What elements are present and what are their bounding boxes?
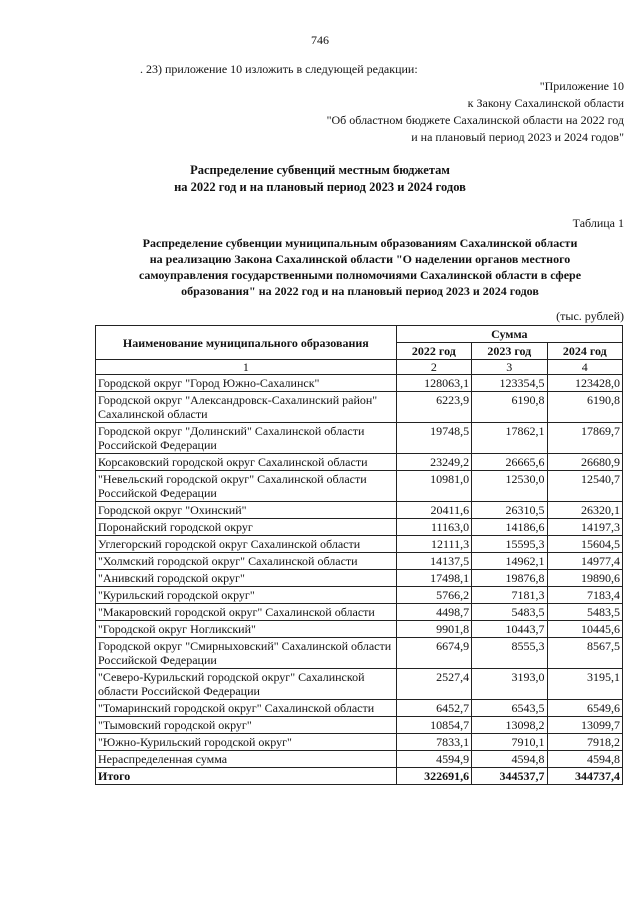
municipality-name: Поронайский городской округ xyxy=(96,519,397,536)
amount-2022: 14137,5 xyxy=(396,553,471,570)
total-row xyxy=(96,768,623,785)
municipality-name: "Анивский городской округ" xyxy=(96,570,397,587)
table-row xyxy=(96,570,623,587)
table-row xyxy=(96,587,623,604)
amount-2024: 10445,6 xyxy=(547,621,622,638)
total-2022: 322691,6 xyxy=(396,768,471,785)
units-label: (тыс. рублей) xyxy=(556,309,624,323)
total-2024: 344737,4 xyxy=(547,768,622,785)
amount-2024: 6190,8 xyxy=(547,392,622,423)
amount-2023: 26665,6 xyxy=(472,454,547,471)
table-row xyxy=(96,638,623,669)
amount-2024: 13099,7 xyxy=(547,717,622,734)
table-row xyxy=(96,519,623,536)
municipality-name: Городской округ "Долинский" Сахалинской области Российской Федерации xyxy=(96,423,397,454)
amount-2023: 10443,7 xyxy=(472,621,547,638)
amendment-line: . 23) приложение 10 изложить в следующей редакции: xyxy=(140,62,418,76)
page-number: 746 xyxy=(311,33,329,47)
amount-2023: 19876,8 xyxy=(472,570,547,587)
amount-2024: 8567,5 xyxy=(547,638,622,669)
municipality-name: "Тымовский городской округ" xyxy=(96,717,397,734)
table-row xyxy=(96,751,623,768)
amount-2023: 5483,5 xyxy=(472,604,547,621)
table-row xyxy=(96,621,623,638)
amount-2022: 7833,1 xyxy=(396,734,471,751)
amount-2023: 14186,6 xyxy=(472,519,547,536)
amount-2022: 6674,9 xyxy=(396,638,471,669)
table-row xyxy=(96,669,623,700)
amount-2024: 14977,4 xyxy=(547,553,622,570)
amount-2024: 15604,5 xyxy=(547,536,622,553)
municipality-name: Корсаковский городской округ Сахалинской области xyxy=(96,454,397,471)
municipality-name: Городской округ "Охинский" xyxy=(96,502,397,519)
amount-2024: 123428,0 xyxy=(547,375,622,392)
amount-2024: 5483,5 xyxy=(547,604,622,621)
document-title xyxy=(0,162,640,196)
table-label: Таблица 1 xyxy=(572,216,624,230)
municipality-name: Городской округ "Смирныховский" Сахалинской области Российской Федерации xyxy=(96,638,397,669)
municipality-name: Нераспределенная сумма xyxy=(96,751,397,768)
amount-2022: 9901,8 xyxy=(396,621,471,638)
appendix-line: "Приложение 10 xyxy=(539,79,624,93)
amount-2022: 12111,3 xyxy=(396,536,471,553)
table-row xyxy=(96,375,623,392)
amount-2022: 10854,7 xyxy=(396,717,471,734)
year-header: 2024 год xyxy=(547,343,622,360)
table-row xyxy=(96,604,623,621)
amount-2022: 19748,5 xyxy=(396,423,471,454)
subventions-table xyxy=(95,325,623,785)
amount-2024: 7183,4 xyxy=(547,587,622,604)
title-line: на 2022 год и на плановый период 2023 и 2024 годов xyxy=(174,180,466,194)
subtitle-line: образования" на 2022 год и на плановый период 2023 и 2024 годов xyxy=(181,284,539,298)
header-row xyxy=(96,326,623,343)
appendix-line: "Об областном бюджете Сахалинской области на 2022 год xyxy=(326,113,624,127)
table-row xyxy=(96,700,623,717)
amount-2024: 3195,1 xyxy=(547,669,622,700)
subtitle-line: Распределение субвенции муниципальным образованиям Сахалинской области xyxy=(142,236,578,250)
column-index: 3 xyxy=(472,360,547,375)
municipality-name: "Макаровский городской округ" Сахалинской области xyxy=(96,604,397,621)
municipality-name: "Северо-Курильский городской округ" Сахалинской области Российской Федерации xyxy=(96,669,397,700)
amount-2024: 4594,8 xyxy=(547,751,622,768)
appendix-reference xyxy=(327,78,624,146)
table-row xyxy=(96,423,623,454)
amount-2023: 7181,3 xyxy=(472,587,547,604)
amount-2023: 15595,3 xyxy=(472,536,547,553)
amount-2024: 26680,9 xyxy=(547,454,622,471)
amount-2022: 128063,1 xyxy=(396,375,471,392)
appendix-line: и на плановый период 2023 и 2024 годов" xyxy=(411,130,624,144)
amount-2023: 8555,3 xyxy=(472,638,547,669)
table-row xyxy=(96,553,623,570)
amount-2023: 3193,0 xyxy=(472,669,547,700)
amount-2022: 20411,6 xyxy=(396,502,471,519)
amount-2022: 10981,0 xyxy=(396,471,471,502)
municipality-name: Углегорский городской округ Сахалинской области xyxy=(96,536,397,553)
amount-2023: 6543,5 xyxy=(472,700,547,717)
amount-2024: 19890,6 xyxy=(547,570,622,587)
amount-2022: 17498,1 xyxy=(396,570,471,587)
table-row xyxy=(96,392,623,423)
table-subtitle xyxy=(95,235,625,299)
appendix-line: к Закону Сахалинской области xyxy=(467,96,624,110)
total-2023: 344537,7 xyxy=(472,768,547,785)
table-row xyxy=(96,536,623,553)
amount-2024: 6549,6 xyxy=(547,700,622,717)
column-index: 4 xyxy=(547,360,622,375)
amount-2022: 23249,2 xyxy=(396,454,471,471)
year-header: 2022 год xyxy=(396,343,471,360)
table-row xyxy=(96,734,623,751)
municipality-name: "Курильский городской округ" xyxy=(96,587,397,604)
amount-2022: 2527,4 xyxy=(396,669,471,700)
amount-2022: 5766,2 xyxy=(396,587,471,604)
amount-2023: 12530,0 xyxy=(472,471,547,502)
column-index: 1 xyxy=(96,360,397,375)
subtitle-line: на реализацию Закона Сахалинской области "О наделении органов местного xyxy=(149,252,571,266)
municipality-name: "Невельский городской округ" Сахалинской области Российской Федерации xyxy=(96,471,397,502)
table-row xyxy=(96,471,623,502)
name-column-header: Наименование муниципального образования xyxy=(96,326,397,360)
amount-2024: 7918,2 xyxy=(547,734,622,751)
municipality-name: Городской округ "Александровск-Сахалинский район" Сахалинской области xyxy=(96,392,397,423)
municipality-name: "Томаринский городской округ" Сахалинской области xyxy=(96,700,397,717)
amount-2024: 17869,7 xyxy=(547,423,622,454)
subtitle-line: самоуправления государственными полномочиями Сахалинской области в сфере xyxy=(138,268,582,282)
amount-2022: 6223,9 xyxy=(396,392,471,423)
title-line: Распределение субвенций местным бюджетам xyxy=(190,163,450,177)
amount-2023: 14962,1 xyxy=(472,553,547,570)
amount-2024: 26320,1 xyxy=(547,502,622,519)
amount-2022: 4594,9 xyxy=(396,751,471,768)
column-index: 2 xyxy=(396,360,471,375)
municipality-name: "Холмский городской округ" Сахалинской области xyxy=(96,553,397,570)
year-header: 2023 год xyxy=(472,343,547,360)
municipality-name: Городской округ "Город Южно-Сахалинск" xyxy=(96,375,397,392)
amount-2023: 6190,8 xyxy=(472,392,547,423)
table-row xyxy=(96,502,623,519)
table-row xyxy=(96,454,623,471)
amount-2023: 17862,1 xyxy=(472,423,547,454)
amount-2022: 11163,0 xyxy=(396,519,471,536)
sum-column-header: Сумма xyxy=(396,326,622,343)
municipality-name: "Городской округ Ногликский" xyxy=(96,621,397,638)
amount-2024: 12540,7 xyxy=(547,471,622,502)
amount-2023: 7910,1 xyxy=(472,734,547,751)
amount-2023: 13098,2 xyxy=(472,717,547,734)
column-index-row xyxy=(96,360,623,375)
amount-2023: 26310,5 xyxy=(472,502,547,519)
table-row xyxy=(96,717,623,734)
total-label: Итого xyxy=(96,768,397,785)
municipality-name: "Южно-Курильский городской округ" xyxy=(96,734,397,751)
amount-2024: 14197,3 xyxy=(547,519,622,536)
amount-2023: 123354,5 xyxy=(472,375,547,392)
amount-2022: 4498,7 xyxy=(396,604,471,621)
amount-2022: 6452,7 xyxy=(396,700,471,717)
amount-2023: 4594,8 xyxy=(472,751,547,768)
